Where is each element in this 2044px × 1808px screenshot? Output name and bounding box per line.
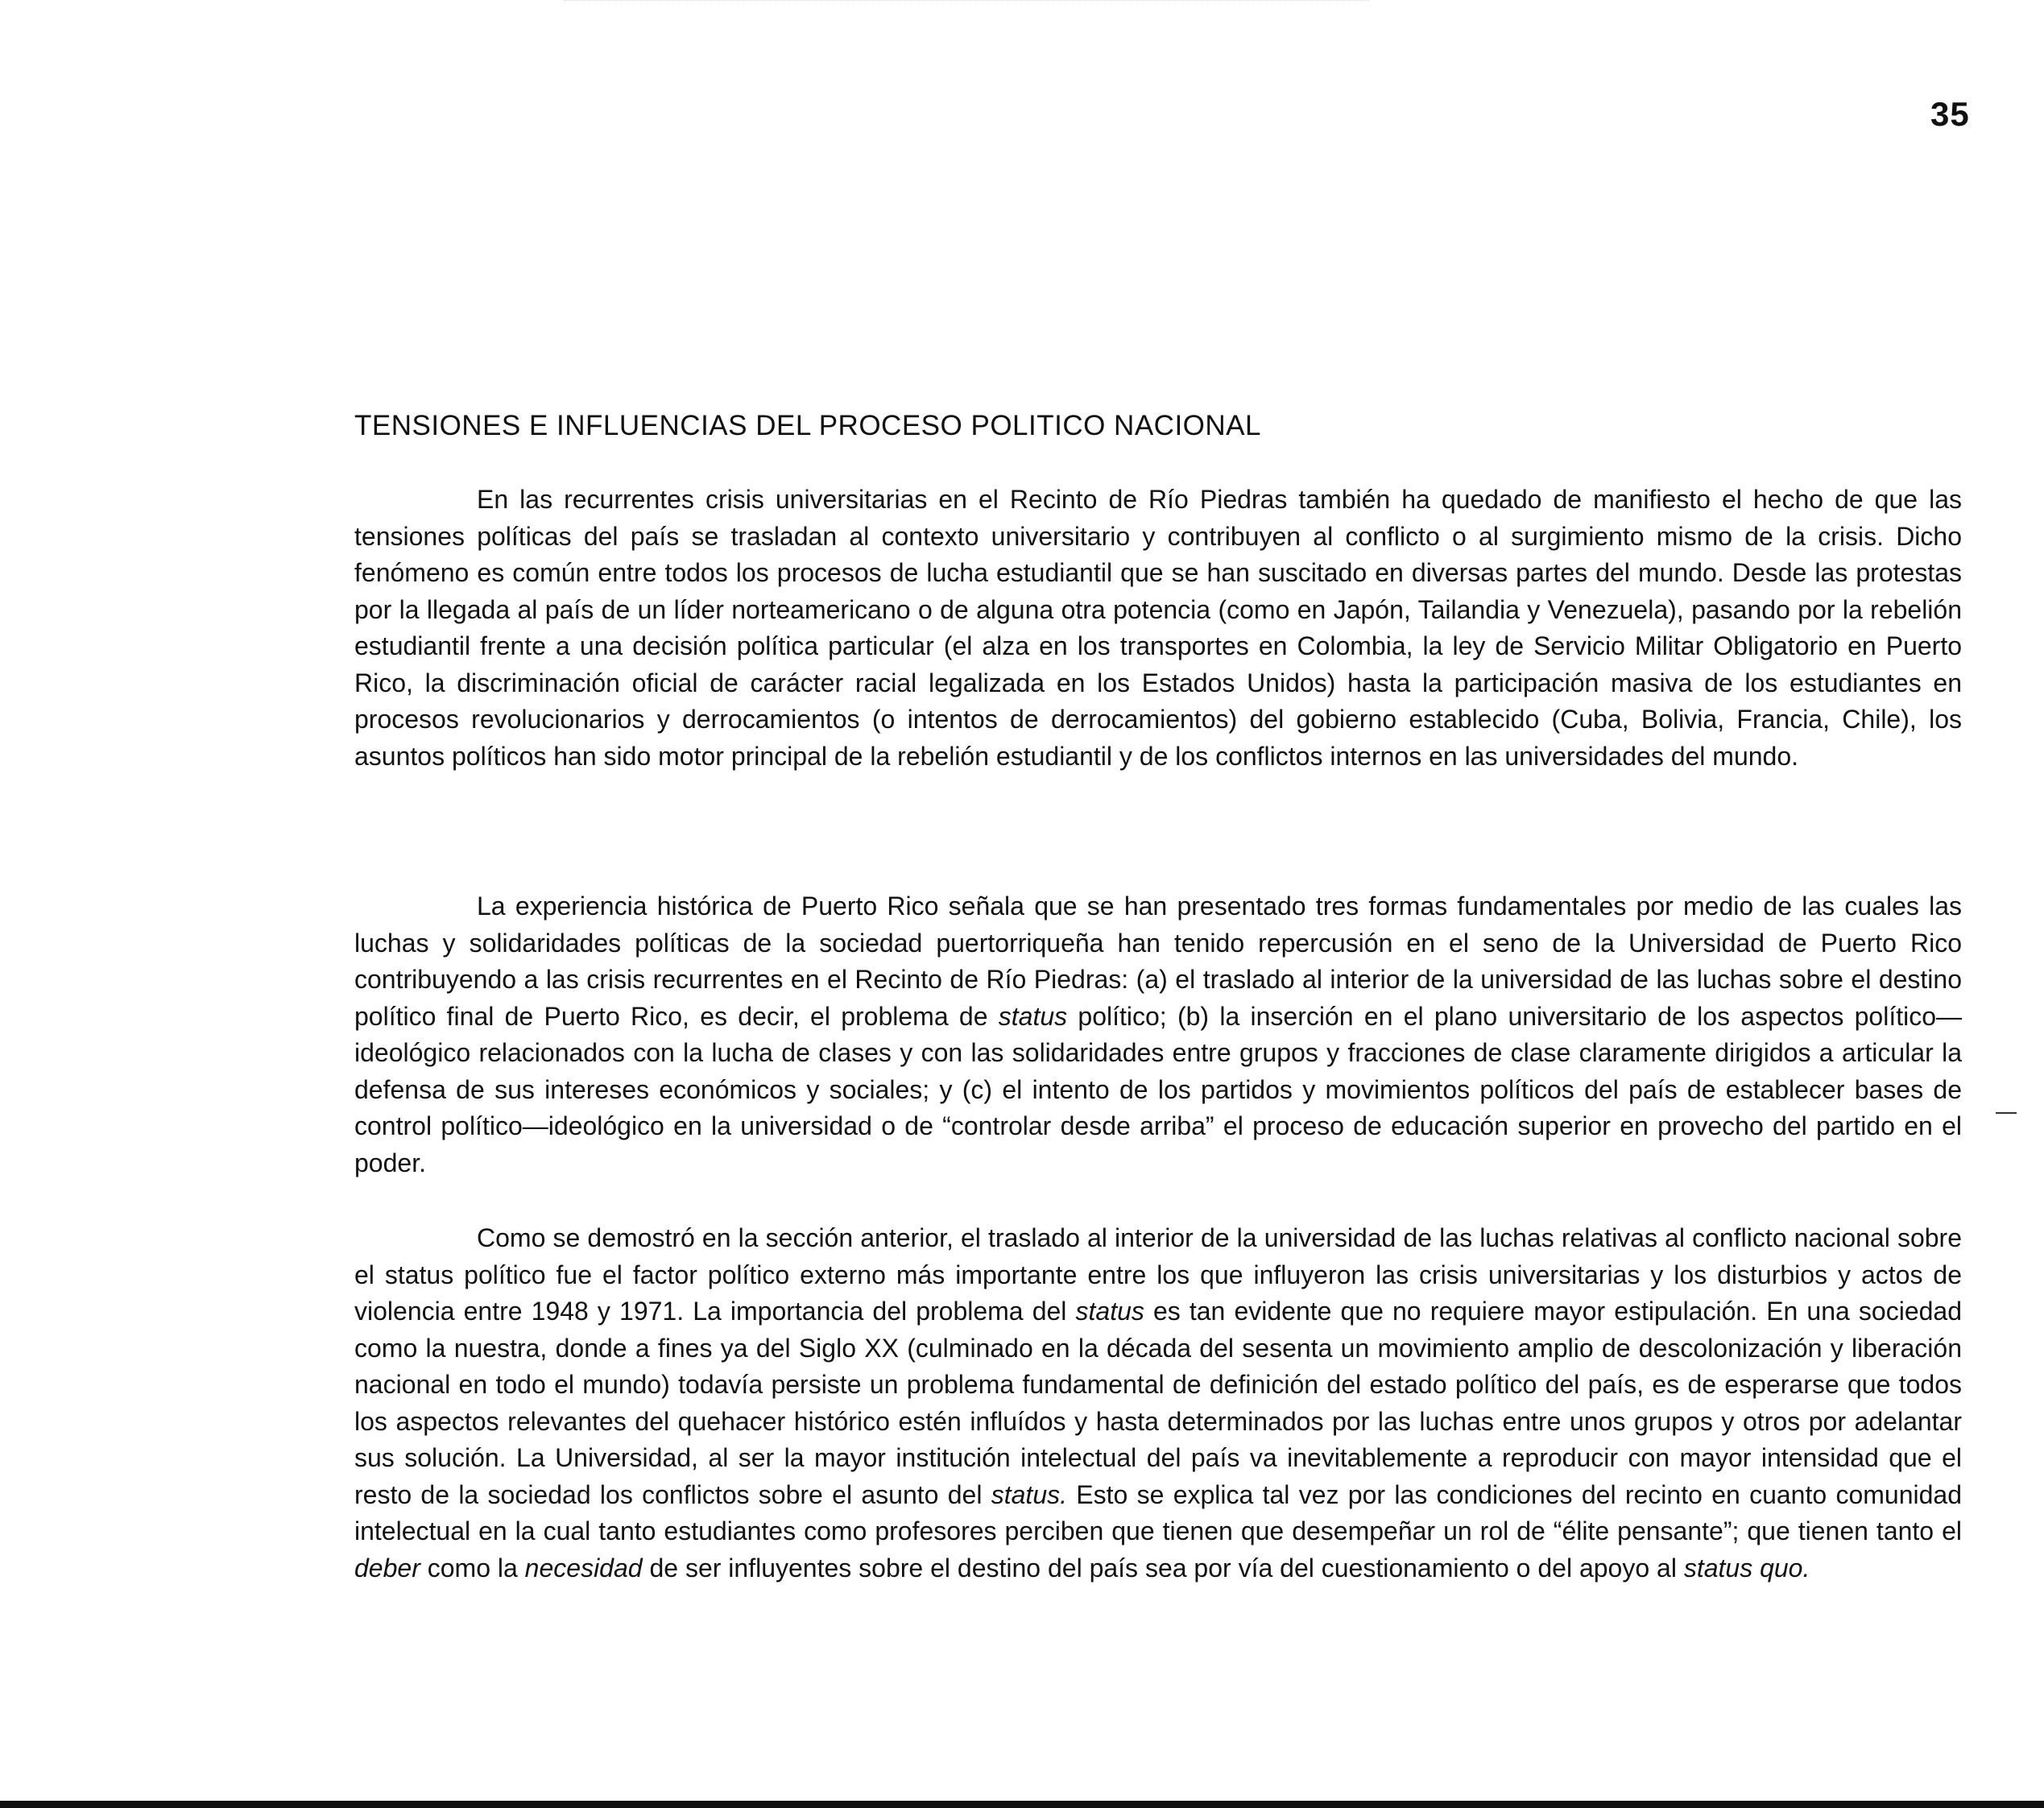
margin-mark xyxy=(1996,1112,2017,1114)
text-run: En las recurrentes crisis universitarias en el Recinto de Río Piedras también ha quedado de manifiesto el hecho de que las tensiones políticas del país se trasladan al contexto universitario y contribuyen al conflicto o al surgimiento mismo de la crisis. Dicho fenómeno es común entre todos los procesos de lucha estudiantil que se han suscitado en diversas partes del mundo. Desde las protestas por la llegada al país de un líder norteamericano o de alguna otra potencia (como en Japón, Tailandia y Venezuela), pasando por la rebelión estudiantil frente a una decisión política particular (el alza en los transportes en Colombia, la ley de Servicio Militar Obligatorio en Puerto Rico, la discriminación oficial de carácter racial legalizada en los Estados Unidos) hasta la participación masiva de los estudiantes en procesos revolucionarios y derrocamientos (o intentos de derrocamientos) del gobierno establecido (Cuba, Bolivia, Francia, Chile), los asuntos políticos han sido motor principal de la rebelión estudiantil y de los conflictos internos en las universidades del mundo. xyxy=(354,485,1962,771)
page-bottom-border xyxy=(0,1801,2044,1808)
text-run: es tan evidente que no requiere mayor estipulación. En una sociedad como la nuestra, donde a fines ya del Siglo XX (culminado en la década del sesenta un movimiento amplio de descolonización y liberación nacional en todo el mundo) todavía persiste un problema fundamental de definición del estado político del país, es de esperarse que todos los aspectos relevantes del quehacer histórico estén influídos y hasta determinados por las luchas entre unos grupos y otros por adelantar sus solución. La Universidad, al ser la mayor institución intelectual del país va inevitablemente a reproducir con mayor intensidad que el resto de la sociedad los conflictos sobre el asunto del xyxy=(354,1297,1963,1509)
section-heading: TENSIONES E INFLUENCIAS DEL PROCESO POLITICO NACIONAL xyxy=(354,410,1261,441)
italic-term: status xyxy=(1075,1297,1144,1326)
italic-term: necesidad xyxy=(524,1553,643,1583)
italic-term: status xyxy=(998,1001,1068,1031)
text-run: como la xyxy=(420,1553,525,1583)
body-paragraph xyxy=(354,888,1962,1181)
body-paragraph xyxy=(354,1220,1962,1587)
italic-term: status quo. xyxy=(1683,1553,1810,1583)
text-run: de ser influyentes sobre el destino del país sea por vía del cuestionamiento o del apoyo al xyxy=(642,1553,1684,1583)
scan-artifact xyxy=(564,0,1369,4)
body-paragraph xyxy=(354,482,1962,775)
text-run: político; (b) la inserción en el plano universitario de los aspectos político—ideológico relacionados con la lucha de clases y con las solidaridades entre grupos y fracciones de clase claramente dirigidos a articular la defensa de sus intereses económicos y sociales; y (c) el intento de los partidos y movimientos políticos del país de establecer bases de control político—ideológico en la universidad o de “controlar desde arriba” el proceso de educación superior en provecho del partido en el poder. xyxy=(354,1001,1963,1177)
text-run: Como se demostró en la sección anterior, el traslado al interior de la universidad de las luchas relativas al conflicto nacional sobre el status político fue el factor político externo más importante entre los que influyeron las crisis universitarias y los disturbios y actos de violencia entre 1948 y 1971. La importancia del problema del xyxy=(354,1223,1962,1326)
text-run: La experiencia histórica de Puerto Rico señala que se han presentado tres formas fundamentales por medio de las cuales las luchas y solidaridades políticas de la sociedad puertorriqueña han tenido repercusión en el seno de la Universidad de Puerto Rico contribuyendo a las crisis recurrentes en el Recinto de Río Piedras: (a) el traslado al interior de la universidad de las luchas sobre el destino político final de Puerto Rico, es decir, el problema de xyxy=(354,892,1962,1031)
italic-term: status. xyxy=(991,1479,1067,1509)
text-run: Esto se explica tal vez por las condiciones del recinto en cuanto comunidad intelectual en la cual tanto estudiantes como profesores perciben que tienen que desempeñar un rol de “élite pensante”; que tienen tanto el xyxy=(354,1479,1963,1545)
italic-term: deber xyxy=(354,1553,420,1583)
page-number: 35 xyxy=(1930,95,1970,133)
